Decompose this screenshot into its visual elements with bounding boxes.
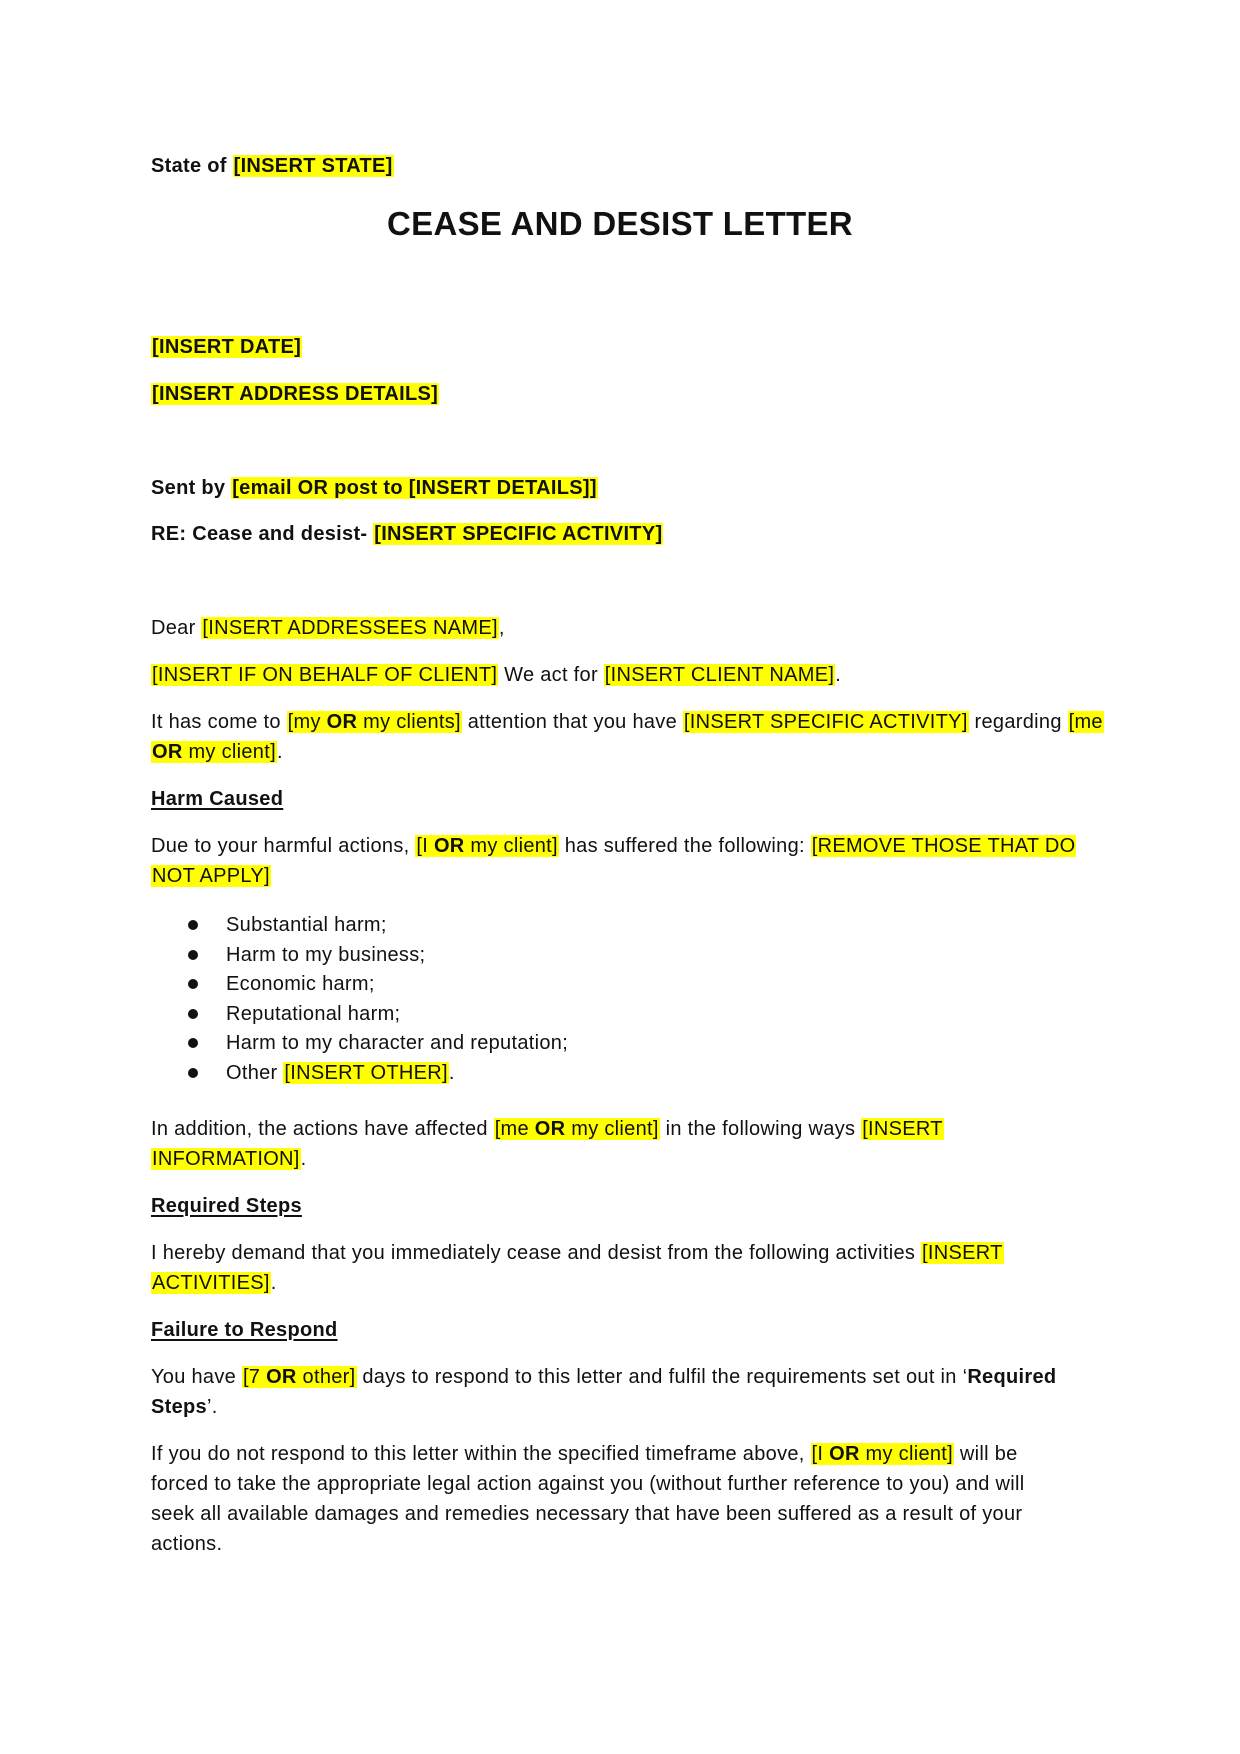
we-act-for-text: We act for	[498, 664, 604, 686]
failure-hl-1c: other]	[296, 1366, 356, 1388]
failure-p2-hl-c: my client]	[859, 1443, 954, 1465]
attention-hl-3c: my client]	[182, 741, 276, 763]
addition-line-1	[151, 1114, 944, 1144]
list-item: Harm to my character and reputation;	[226, 1032, 569, 1054]
bullet-icon	[188, 920, 198, 930]
bullet-icon	[188, 1068, 198, 1078]
failure-text-1: You have	[151, 1366, 242, 1388]
attention-hl-1a: [my	[287, 711, 327, 733]
attention-text-2: attention that you have	[461, 711, 683, 733]
list-item-other-label: Other	[226, 1062, 284, 1084]
sent-by-placeholder: [email OR post to [INSERT DETAILS]]	[232, 477, 597, 499]
bullet-icon	[188, 979, 198, 989]
failure-p2-line-1	[151, 1439, 1018, 1469]
harm-line-1	[151, 831, 1076, 861]
required-line-1	[151, 1238, 1004, 1268]
bullet-icon	[188, 1009, 198, 1019]
addition-text-1: In addition, the actions have affected	[151, 1118, 494, 1140]
harm-text-2: has suffered the following:	[558, 835, 811, 857]
attention-line-1	[151, 707, 1104, 737]
date-placeholder: [INSERT DATE]	[152, 336, 302, 358]
date-line	[151, 332, 302, 362]
required-heading: Required Steps	[151, 1195, 302, 1217]
failure-heading: Failure to Respond	[151, 1319, 338, 1341]
addition-hl-2b: INFORMATION]	[152, 1148, 300, 1170]
state-line	[151, 151, 394, 181]
sent-by-line	[151, 473, 598, 503]
bullet-icon	[188, 1038, 198, 1048]
addition-hl-1c: my client]	[565, 1118, 659, 1140]
required-end: .	[270, 1272, 277, 1294]
addition-hl-1b: OR	[534, 1118, 566, 1140]
attention-line-2	[151, 737, 283, 767]
list-item	[226, 1058, 455, 1088]
behalf-placeholder: [INSERT IF ON BEHALF OF CLIENT]	[152, 664, 498, 686]
attention-hl-3a: [me	[1068, 711, 1103, 733]
failure-p2-text-2: will be	[954, 1443, 1018, 1465]
addition-end: .	[300, 1148, 307, 1170]
failure-p2-line-2: forced to take the appropriate legal action against you (without further reference to you) and will	[151, 1473, 1025, 1495]
list-item: Economic harm;	[226, 973, 375, 995]
state-placeholder: [INSERT STATE]	[233, 155, 393, 177]
behalf-period: .	[835, 664, 842, 686]
harm-highlight-1	[415, 835, 559, 857]
failure-hl-1b: OR	[266, 1366, 297, 1388]
addressee-placeholder: [INSERT ADDRESSEES NAME]	[202, 617, 498, 639]
required-hl-b: ACTIVITIES]	[152, 1272, 270, 1294]
attention-hl-1b: OR	[326, 711, 358, 733]
failure-p2-hl-a: [I	[811, 1443, 830, 1465]
addition-hl-2a: [INSERT	[862, 1118, 943, 1140]
other-placeholder: [INSERT OTHER]	[284, 1062, 448, 1084]
attention-hl-1c: my clients]	[357, 711, 461, 733]
addition-line-2	[151, 1144, 307, 1174]
addition-highlight-1	[494, 1118, 660, 1140]
behalf-line	[151, 660, 841, 690]
harm-hl-2b: NOT APPLY]	[152, 865, 270, 887]
attention-text-3: regarding	[968, 711, 1068, 733]
failure-highlight-1	[242, 1366, 357, 1388]
sent-by-label: Sent by	[151, 477, 232, 499]
failure-bold-ref-b: Steps	[151, 1396, 207, 1418]
required-text: I hereby demand that you immediately cease and desist from the following activities	[151, 1242, 922, 1264]
failure-text-3: ’.	[206, 1396, 218, 1418]
harm-hl-1b: OR	[433, 835, 465, 857]
harm-hl-1a: [I	[416, 835, 434, 857]
failure-line-1	[151, 1362, 1056, 1392]
attention-highlight-3	[151, 741, 277, 763]
failure-line-2	[151, 1392, 218, 1422]
failure-p2-text-1: If you do not respond to this letter within the specified timeframe above,	[151, 1443, 811, 1465]
harm-heading: Harm Caused	[151, 788, 284, 810]
failure-hl-1a: [7	[242, 1366, 267, 1388]
attention-text-1: It has come to	[151, 711, 287, 733]
attention-highlight-1	[287, 711, 462, 733]
harm-hl-2a: [REMOVE THOSE THAT DO	[811, 835, 1076, 857]
addition-hl-1a: [me	[494, 1118, 535, 1140]
list-item: Substantial harm;	[226, 914, 387, 936]
attention-hl-3b: OR	[152, 741, 183, 763]
failure-p2-line-3: seek all available damages and remedies necessary that have been suffered as a result of your	[151, 1503, 1023, 1525]
document-title: CEASE AND DESIST LETTER	[387, 205, 853, 242]
attention-highlight-2: [INSERT SPECIFIC ACTIVITY]	[683, 711, 968, 733]
client-name-placeholder: [INSERT CLIENT NAME]	[604, 664, 835, 686]
re-line	[151, 519, 663, 549]
greeting-comma: ,	[498, 617, 505, 639]
harm-line-2	[151, 861, 271, 891]
re-placeholder: [INSERT SPECIFIC ACTIVITY]	[374, 523, 663, 545]
greeting-dear: Dear	[151, 617, 202, 639]
greeting-line	[151, 613, 505, 643]
list-item: Harm to my business;	[226, 944, 426, 966]
other-end: .	[448, 1062, 455, 1084]
failure-p2-highlight	[811, 1443, 955, 1465]
required-line-2	[151, 1268, 277, 1298]
attention-end: .	[276, 741, 283, 763]
address-placeholder: [INSERT ADDRESS DETAILS]	[152, 383, 439, 405]
bullet-icon	[188, 950, 198, 960]
state-label: State of	[151, 155, 233, 177]
harm-hl-1c: my client]	[464, 835, 558, 857]
address-line	[151, 379, 439, 409]
failure-text-2: days to respond to this letter and fulfil the requirements set out in ‘	[356, 1366, 968, 1388]
re-label: RE: Cease and desist-	[151, 523, 374, 545]
required-hl-a: [INSERT	[922, 1242, 1003, 1264]
addition-text-2: in the following ways	[659, 1118, 862, 1140]
harm-text-1: Due to your harmful actions,	[151, 835, 416, 857]
list-item: Reputational harm;	[226, 1003, 401, 1025]
failure-p2-line-4: actions.	[151, 1533, 223, 1555]
failure-bold-ref-a: Required	[967, 1366, 1057, 1388]
failure-p2-hl-b: OR	[829, 1443, 860, 1465]
